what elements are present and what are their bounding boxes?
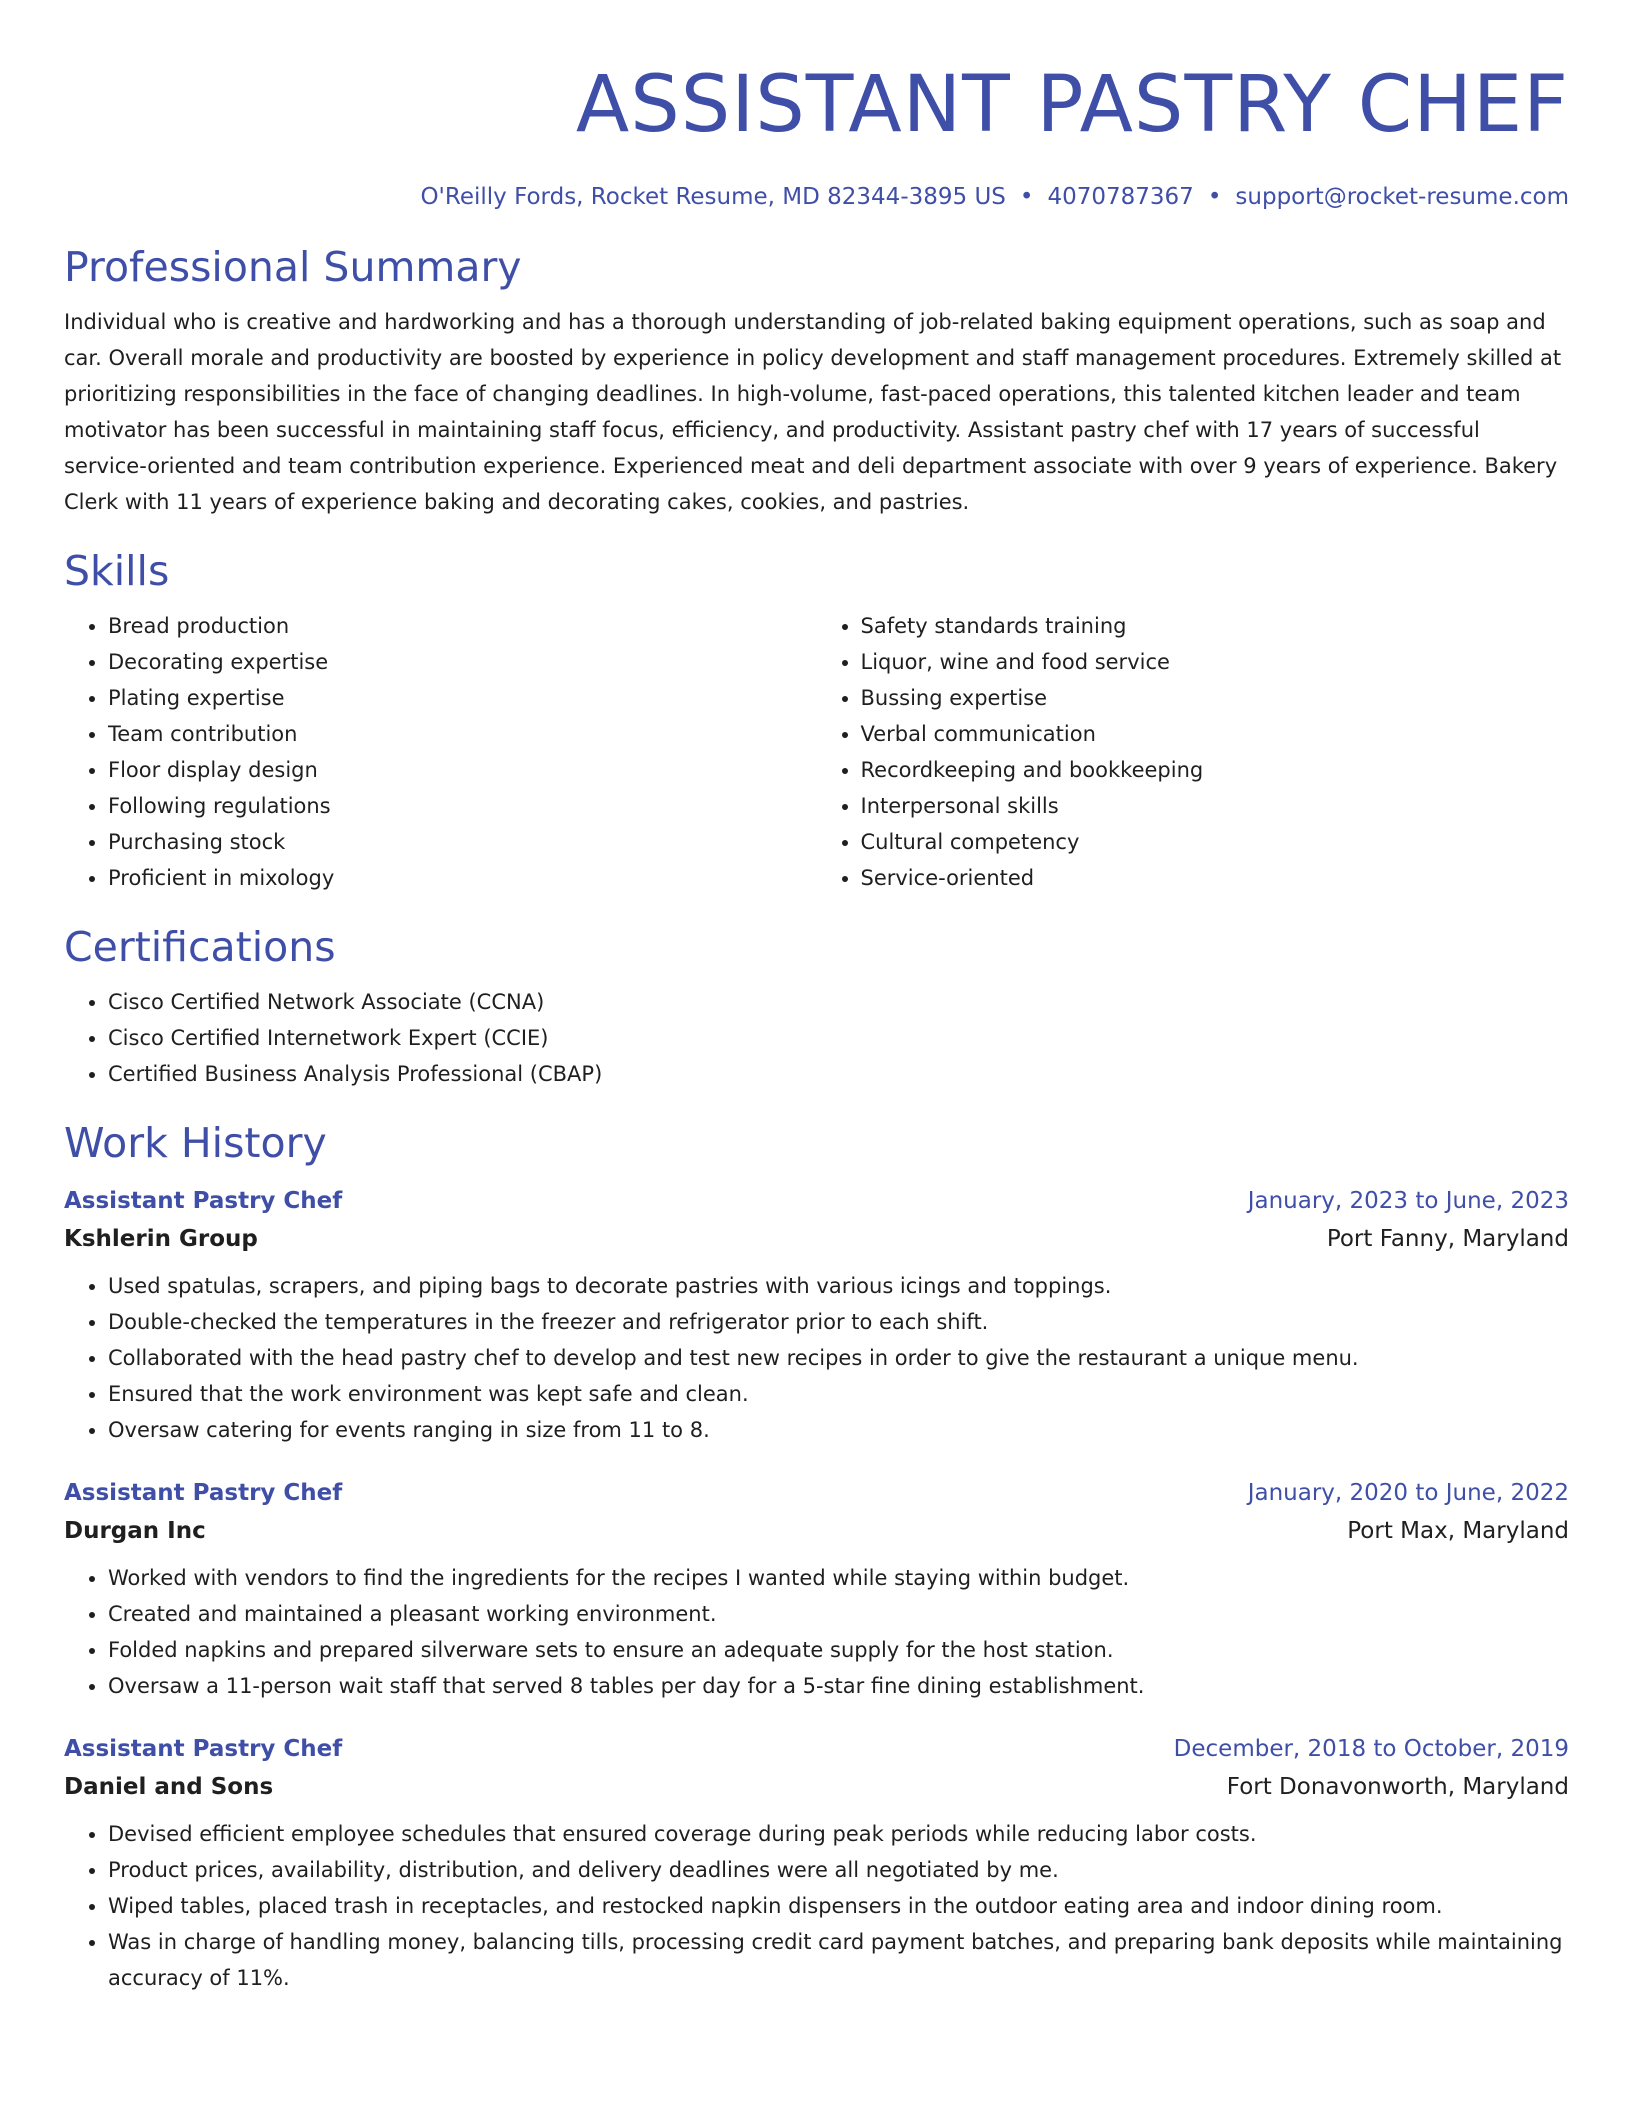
job-duty: • Was in charge of handling money, balancing tills, processing credit card payment batches, and preparing bank deposits while maintaining accuracy of 11%.	[108, 1924, 1569, 1996]
job-location: Fort Donavonworth, Maryland	[1226, 1774, 1569, 1800]
job-title: Assistant Pastry Chef	[64, 1736, 343, 1762]
job-company: Daniel and Sons	[64, 1774, 274, 1800]
job-duty: • Created and maintained a pleasant working environment.	[108, 1596, 1569, 1632]
job-header-row	[64, 1474, 1569, 1512]
skills-list-right	[817, 608, 1570, 896]
job-duty: • Worked with vendors to find the ingredients for the recipes I wanted while staying within budget.	[108, 1560, 1569, 1596]
skill-item: • Service-oriented	[861, 860, 1570, 896]
skill-item: • Plating expertise	[108, 680, 817, 716]
skill-item: • Interpersonal skills	[861, 788, 1570, 824]
skill-item: • Following regulations	[108, 788, 817, 824]
candidate-name: ASSISTANT PASTRY CHEF	[575, 60, 1569, 150]
contact-separator: •	[1207, 184, 1222, 210]
skill-item: • Floor display design	[108, 752, 817, 788]
job-dates: January, 2020 to June, 2022	[1247, 1480, 1569, 1506]
job-entry	[64, 1730, 1569, 1996]
job-title: Assistant Pastry Chef	[64, 1188, 343, 1214]
skills-columns	[64, 608, 1569, 896]
contact-line	[64, 182, 1569, 212]
job-duty: • Oversaw a 11-person wait staff that served 8 tables per day for a 5-star fine dining establishment.	[108, 1668, 1569, 1704]
skill-item: • Recordkeeping and bookkeeping	[861, 752, 1570, 788]
job-title: Assistant Pastry Chef	[64, 1480, 343, 1506]
job-duty: • Product prices, availability, distribution, and delivery deadlines were all negotiated by me.	[108, 1852, 1569, 1888]
job-employer-row	[64, 1220, 1569, 1258]
summary-text: Individual who is creative and hardworking and has a thorough understanding of job-related baking equipment operations, such as soap and car. Overall morale and productivity are boosted by experience in policy development and staff management procedures. Extremely skilled at prioritizing responsibilities in the face of changing deadlines. In high-volume, fast-paced operations, this talented kitchen leader and team motivator has been successful in maintaining staff focus, efficiency, and productivity. Assistant pastry chef with 17 years of successful service-oriented and team contribution experience. Experienced meat and deli department associate with over 9 years of experience. Bakery Clerk with 11 years of experience baking and decorating cakes, cookies, and pastries.	[64, 310, 1562, 514]
skill-item: • Cultural competency	[861, 824, 1570, 860]
certifications-list	[64, 984, 1569, 1092]
job-location: Port Fanny, Maryland	[1326, 1226, 1569, 1252]
skill-item: • Bussing expertise	[861, 680, 1570, 716]
job-employer-row	[64, 1768, 1569, 1806]
job-duty: • Folded napkins and prepared silverware sets to ensure an adequate supply for the host station.	[108, 1632, 1569, 1668]
job-duties-list	[64, 1268, 1569, 1448]
certification-item: • Cisco Certified Internetwork Expert (CCIE)	[108, 1020, 1569, 1056]
job-duty: • Devised efficient employee schedules that ensured coverage during peak periods while reducing labor costs.	[108, 1816, 1569, 1852]
job-duty: • Ensured that the work environment was kept safe and clean.	[108, 1376, 1569, 1412]
job-duty: • Collaborated with the head pastry chef to develop and test new recipes in order to give the restaurant a unique menu.	[108, 1340, 1569, 1376]
skill-item: • Safety standards training	[861, 608, 1570, 644]
job-dates: January, 2023 to June, 2023	[1247, 1188, 1569, 1214]
job-duties-list	[64, 1560, 1569, 1704]
job-duty: • Oversaw catering for events ranging in size from 11 to 8.	[108, 1412, 1569, 1448]
skill-item: • Bread production	[108, 608, 817, 644]
skill-item: • Team contribution	[108, 716, 817, 752]
contact-separator: •	[1019, 184, 1034, 210]
skill-item: • Decorating expertise	[108, 644, 817, 680]
job-company: Kshlerin Group	[64, 1226, 258, 1252]
job-duty: • Wiped tables, placed trash in receptacles, and restocked napkin dispensers in the outdoor eating area and indoor dining room.	[108, 1888, 1569, 1924]
job-duty: • Used spatulas, scrapers, and piping bags to decorate pastries with various icings and toppings.	[108, 1268, 1569, 1304]
certifications-heading: Certifications	[64, 923, 336, 971]
skills-heading: Skills	[64, 547, 170, 595]
job-entry	[64, 1182, 1569, 1448]
skills-list-left	[64, 608, 817, 896]
job-dates: December, 2018 to October, 2019	[1173, 1736, 1569, 1762]
job-location: Port Max, Maryland	[1347, 1518, 1569, 1544]
work-history-heading: Work History	[64, 1119, 327, 1167]
job-duty: • Double-checked the temperatures in the freezer and refrigerator prior to each shift.	[108, 1304, 1569, 1340]
contact-address: O'Reilly Fords, Rocket Resume, MD 82344-3895 US	[420, 184, 1006, 210]
skill-item: • Purchasing stock	[108, 824, 817, 860]
summary-heading: Professional Summary	[64, 243, 522, 291]
job-entry	[64, 1474, 1569, 1704]
skill-item: • Liquor, wine and food service	[861, 644, 1570, 680]
skill-item: • Verbal communication	[861, 716, 1570, 752]
job-header-row	[64, 1182, 1569, 1220]
contact-email: support@rocket-resume.com	[1235, 184, 1569, 210]
skill-item: • Proficient in mixology	[108, 860, 817, 896]
certification-item: • Cisco Certified Network Associate (CCNA)	[108, 984, 1569, 1020]
certification-item: • Certified Business Analysis Professional (CBAP)	[108, 1056, 1569, 1092]
job-employer-row	[64, 1512, 1569, 1550]
job-duties-list	[64, 1816, 1569, 1996]
job-company: Durgan Inc	[64, 1518, 206, 1544]
contact-phone: 4070787367	[1047, 184, 1194, 210]
job-header-row	[64, 1730, 1569, 1768]
